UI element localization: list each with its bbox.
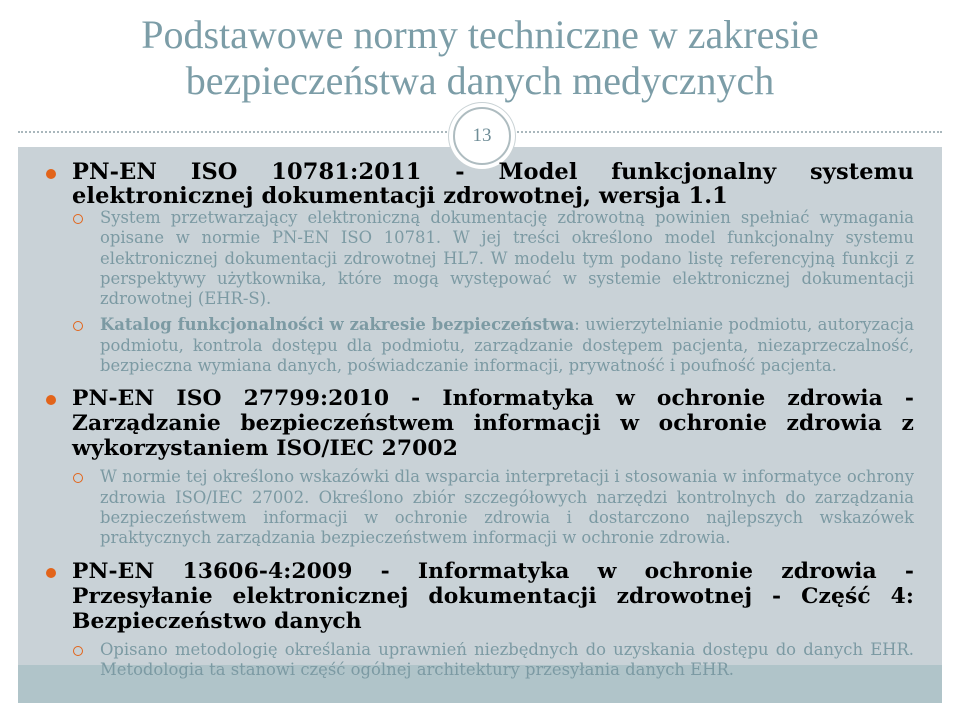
bullet-icon (46, 169, 56, 179)
ring-bullet-icon (73, 646, 83, 656)
slide-title-line-2: bezpieczeństwa danych medycznych (185, 58, 775, 103)
list-item-en-13606 (46, 559, 914, 634)
sub-item-bold-text: Katalog funkcjonalności w zakresie bezpieczeństwa (100, 315, 575, 335)
list-item-iso-10781 (46, 160, 914, 208)
sub-item-text: Opisano metodologię określania uprawnień niezbędnych do uzyskania dostępu do danych EHR. Metodologia ta stanowi część ogólnej architektury przesyłania danych EHR. (100, 639, 914, 679)
list-item-heading: PN-EN 13606-4:2009 - Informatyka w ochronie zdrowia - Przesyłanie elektronicznej dokumentacji zdrowotnej - Część 4: Bezpieczeństwo danych (72, 558, 914, 634)
slide-title (0, 12, 960, 104)
bullet-icon (46, 568, 56, 578)
ring-bullet-icon (73, 473, 83, 483)
list-item-iso-27799 (46, 386, 914, 461)
sub-item (46, 315, 914, 376)
sub-item (46, 467, 914, 548)
list-item-heading: PN-EN ISO 27799:2010 - Informatyka w ochronie zdrowia - Zarządzanie bezpieczeństwem informacji w ochronie zdrowia z wykorzystaniem ISO/IEC 27002 (72, 386, 914, 462)
ring-bullet-icon (73, 214, 83, 224)
content-list (46, 160, 914, 680)
bullet-icon (46, 395, 56, 405)
slide-number-badge: 13 (453, 107, 511, 165)
ring-bullet-icon (73, 321, 83, 331)
sub-item (46, 640, 914, 681)
slide-title-line-1: Podstawowe normy techniczne w zakresie (141, 12, 819, 57)
sub-item-text: System przetwarzający elektroniczną dokumentację zdrowotną powinien spełniać wymagania opisane w normie PN-EN ISO 10781. W jej treści określono model funkcjonalny systemu elektronicznej dokumentacji zdrowotnej HL7. W modelu tym podano listę referencyjną funkcji z perspektywy użytkownika, które mogą występować w systemie elektronicznej dokumentacji zdrowotnej (EHR-S). (100, 208, 914, 309)
list-item-heading: PN-EN ISO 10781:2011 - Model funkcjonalny systemu elektronicznej dokumentacji zdrowotnej, wersja 1.1 (72, 159, 914, 209)
sub-item-text: : uwierzytelnianie podmiotu, autoryzacja podmiotu, kontrola dostępu dla podmiotu, zarządzanie dostępem pacjenta, niezaprzeczalność, bezpieczna wymiana danych, poświadczanie informacji, prywatność i poufność pacjenta. (100, 315, 915, 376)
sub-item (46, 208, 914, 309)
sub-item-text: W normie tej określono wskazówki dla wsparcia interpretacji i stosowania w informatyce ochrony zdrowia ISO/IEC 27002. Określono zbiór szczegółowych narzędzi kontrolnych do zarządzania bezpieczeństwem informacji w ochronie zdrowia i dostarczono najlepszych wskazówek praktycznych zarządzania bezpieczeństwem informacji w ochronie zdrowia. (100, 467, 914, 548)
